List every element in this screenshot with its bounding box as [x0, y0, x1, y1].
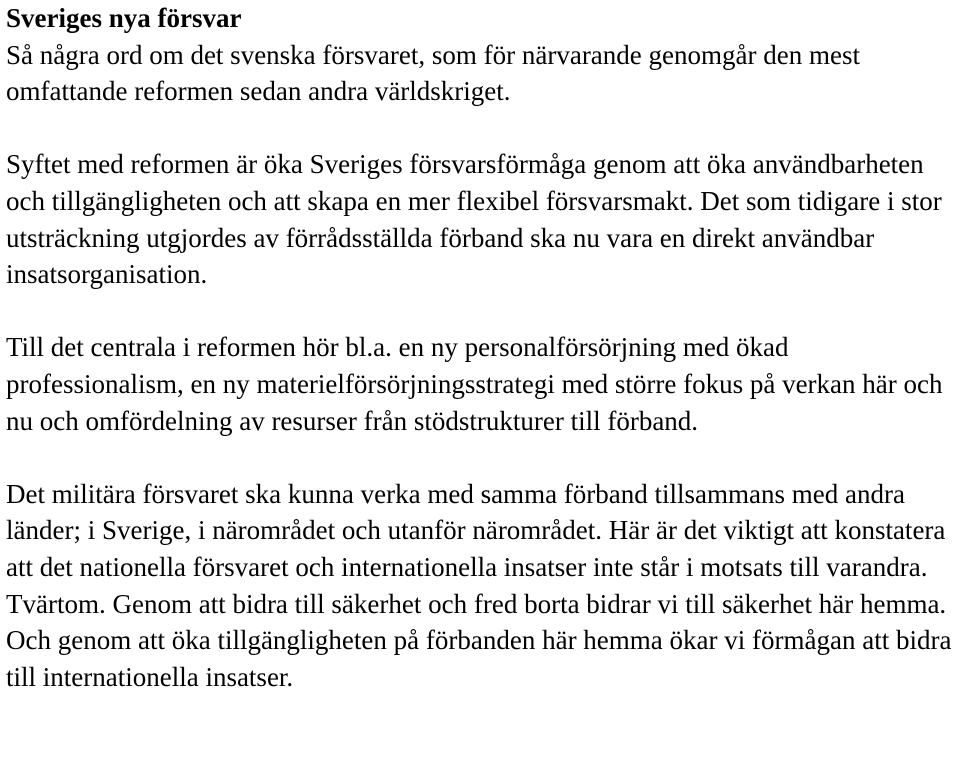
body-paragraph-3: Det militära försvaret ska kunna verka med samma förband tillsammans med andra länder; i Sverige, i närområdet och utanför närområdet. Här är det viktigt att konstatera att det nationella försvaret och internationella insatser inte står i motsats till varandra. Tvärtom. Genom att bidra till säkerhet och fred borta bidrar vi till säkerhet här hemma. Och genom att öka tillgängligheten på förbanden här hemma ökar vi förmågan att bidra till internationella insatser. [6, 478, 952, 692]
document-page [6, 0, 956, 695]
document-title: Sveriges nya försvar [6, 3, 242, 33]
body-paragraph-2: Till det centrala i reformen hör bl.a. en ny personalförsörjning med ökad professionalism, en ny materielförsörjningsstrategi med större fokus på verkan här och nu och omfördelning av resurser från stödstrukturer till förband. [6, 332, 943, 436]
intro-paragraph: Så några ord om det svenska försvaret, som för närvarande genomgår den mest omfattande reformen sedan andra världskriget. [6, 39, 860, 107]
body-paragraph-1: Syftet med reformen är öka Sveriges försvarsförmåga genom att öka användbarheten och tillgängligheten och att skapa en mer flexibel försvarsmakt. Det som tidigare i stor utsträckning utgjordes av förrådsställda förband ska nu vara en direkt användbar insatsorganisation. [6, 149, 942, 290]
